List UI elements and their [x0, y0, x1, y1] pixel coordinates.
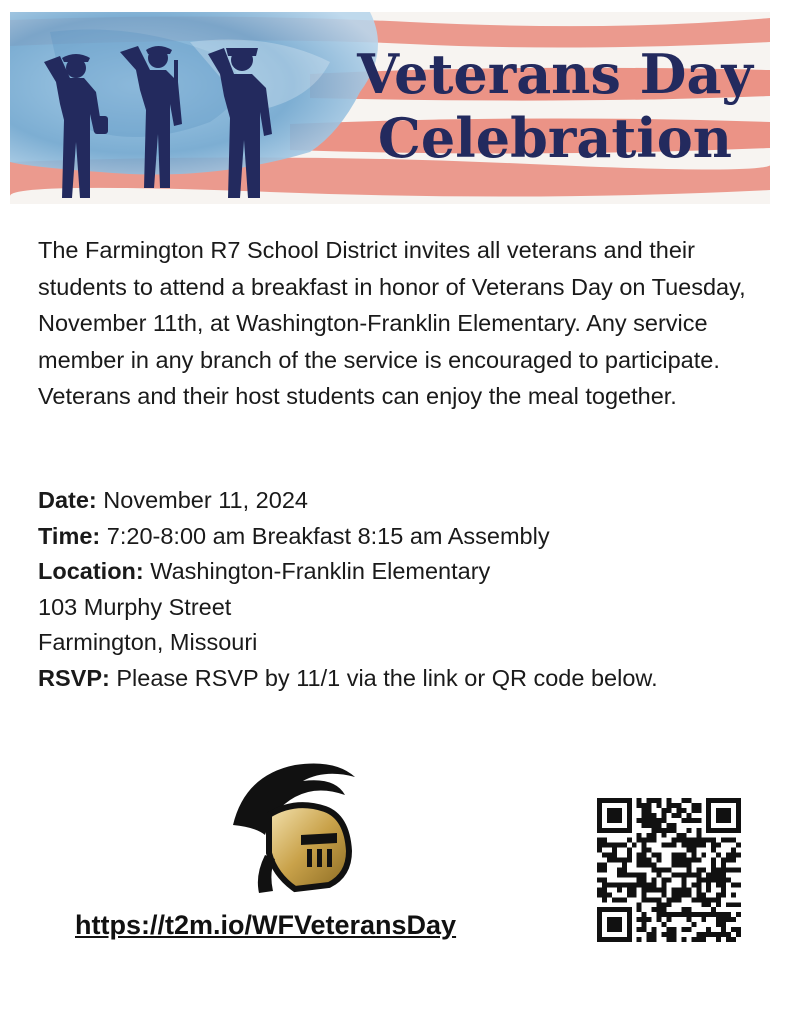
- rsvp-row: [38, 661, 768, 697]
- title-line-1: Veterans Day: [357, 42, 753, 106]
- knight-helmet-logo: [225, 755, 375, 900]
- location-value: Washington-Franklin Elementary: [150, 558, 491, 584]
- rsvp-qr-code[interactable]: [597, 798, 741, 947]
- rsvp-value: Please RSVP by 11/1 via the link or QR code below.: [116, 664, 658, 691]
- rsvp-label: RSVP:: [38, 664, 110, 691]
- location-label: Location:: [38, 558, 144, 584]
- address-line-1: 103 Murphy Street: [38, 593, 232, 620]
- time-value: 7:20-8:00 am Breakfast 8:15 am Assembly: [106, 522, 550, 549]
- rsvp-link[interactable]: https://t2m.io/WFVeteransDay: [75, 910, 457, 940]
- event-details: [38, 483, 768, 696]
- date-value: November 11, 2024: [103, 487, 308, 513]
- invitation-paragraph: The Farmington R7 School District invites all veterans and their students to attend a breakfast in honor of Veterans Day on Tuesday, November 11th, at Washington-Franklin Elementary. Any service member in any branch of the service is encouraged to participate. Veterans and their host students can enjoy the meal together.: [38, 237, 746, 409]
- time-label: Time:: [38, 522, 101, 549]
- date-row: [38, 483, 768, 519]
- address-line-2: Farmington, Missouri: [38, 629, 258, 655]
- banner-title: [340, 42, 770, 170]
- date-label: Date:: [38, 487, 97, 513]
- header-banner: [10, 12, 770, 204]
- qr-code-icon: [597, 798, 741, 942]
- knight-helmet-icon: [225, 755, 375, 895]
- title-line-2: Celebration: [377, 106, 733, 170]
- location-row: [38, 554, 768, 590]
- time-row: [38, 519, 768, 555]
